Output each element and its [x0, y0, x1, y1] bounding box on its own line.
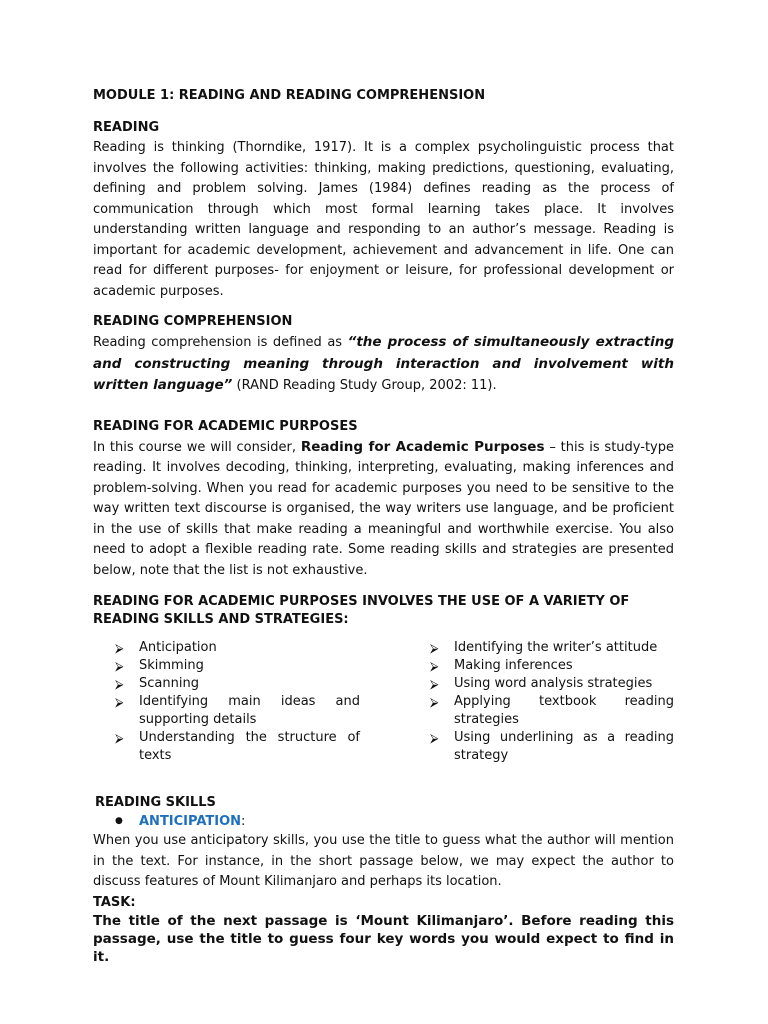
skill-list-item-text: Making inferences — [454, 658, 573, 673]
skills-list-left — [115, 639, 360, 765]
anticipation-paragraph: When you use anticipatory skills, you use the title to guess what the author will mention in the text. For instance, in the short passage below, we may expect the author to discuss features of Mount Kilimanjaro and perhaps its location. — [93, 833, 674, 889]
skill-list-item — [115, 657, 360, 675]
comprehension-paragraph — [93, 332, 674, 397]
comprehension-lead: Reading comprehension is defined as — [93, 335, 348, 350]
arrow-bullet-icon: ⮚ — [115, 731, 124, 745]
skill-list-item — [430, 693, 674, 729]
skill-list-item-text: Using underlining as a reading strategy — [454, 730, 674, 763]
skill-list-item — [115, 729, 360, 765]
academic-term: Reading for Academic Purposes — [300, 438, 545, 455]
arrow-bullet-icon: ⮚ — [115, 641, 124, 655]
skill-list-item — [430, 729, 674, 765]
skill-list-item-text: Using word analysis strategies — [454, 676, 653, 691]
arrow-bullet-icon: ⮚ — [430, 731, 439, 745]
skill-list-item — [430, 675, 674, 693]
skill-list-item — [115, 639, 360, 657]
comprehension-heading: READING COMPREHENSION — [93, 314, 293, 329]
skills-intro-heading: READING FOR ACADEMIC PURPOSES INVOLVES THE USE OF A VARIETY OF READING SKILLS AND STRATEGIES: — [93, 594, 630, 627]
arrow-bullet-icon: ⮚ — [430, 659, 439, 673]
reading-heading: READING — [93, 120, 160, 135]
anticipation-bullet-item — [115, 812, 674, 831]
anticipation-colon: : — [241, 814, 246, 829]
skill-list-item-text: Applying textbook reading strategies — [454, 694, 674, 727]
arrow-bullet-icon: ⮚ — [115, 659, 124, 673]
academic-heading: READING FOR ACADEMIC PURPOSES — [93, 418, 358, 434]
skill-list-item-text: Understanding the structure of texts — [139, 730, 360, 763]
skills-lists — [93, 639, 674, 765]
reading-skills-heading: READING SKILLS — [95, 795, 216, 810]
comprehension-citation: (RAND Reading Study Group, 2002: 11). — [232, 378, 497, 393]
arrow-bullet-icon: ⮚ — [115, 695, 124, 709]
arrow-bullet-icon: ⮚ — [430, 677, 439, 691]
document-title: MODULE 1: READING AND READING COMPREHENSION — [93, 88, 486, 103]
arrow-bullet-icon: ⮚ — [430, 641, 439, 655]
skill-list-item-text: Anticipation — [139, 640, 217, 655]
arrow-bullet-icon: ⮚ — [430, 695, 439, 709]
task-label: TASK: — [93, 894, 136, 910]
skill-list-item — [430, 639, 674, 657]
skill-list-item-text: Scanning — [139, 676, 199, 691]
skill-list-item-text: Skimming — [139, 658, 204, 673]
academic-rest: – this is study-type reading. It involves decoding, thinking, interpreting, evaluating, making inferences and problem-solving. When you read for academic purposes you need to be sensitive to the way written text discourse is organised, the way writers use language, and be proficient in the use of skills that make reading a meaningful and worthwhile exercise. You also need to adopt a flexible reading rate. Some reading skills and strategies are presented below, note that the list is not exhaustive. — [93, 439, 674, 578]
skills-list-right — [430, 639, 674, 765]
academic-paragraph — [93, 437, 674, 582]
skill-list-item — [115, 693, 360, 729]
bullet-dot-icon: ● — [115, 816, 123, 826]
skill-list-item — [430, 657, 674, 675]
skill-list-item — [115, 675, 360, 693]
anticipation-label: ANTICIPATION — [139, 814, 242, 829]
skill-list-item-text: Identifying main ideas and supporting details — [139, 694, 360, 727]
arrow-bullet-icon: ⮚ — [115, 677, 124, 691]
skill-list-item-text: Identifying the writer’s attitude — [454, 640, 658, 655]
comprehension-quote: “the process of simultaneously extracting and constructing meaning through interaction and involvement with written language” — [93, 334, 675, 393]
academic-lead: In this course we will consider, — [93, 439, 301, 455]
reading-paragraph: Reading is thinking (Thorndike, 1917). It is a complex psycholinguistic process that involves the following activities: thinking, making predictions, questioning, evaluating, defining and problem solving. James (1984) defines reading as the process of communication through which most formal learning takes place. It involves understanding written language and responding to an author’s message. Reading is important for academic development, achievement and advancement in life. One can read for different purposes- for enjoyment or leisure, for professional development or academic purposes. — [93, 140, 674, 299]
task-text: The title of the next passage is ‘Mount Kilimanjaro’. Before reading this passage, use the title to guess four key words you would expect to find in it. — [93, 912, 674, 965]
